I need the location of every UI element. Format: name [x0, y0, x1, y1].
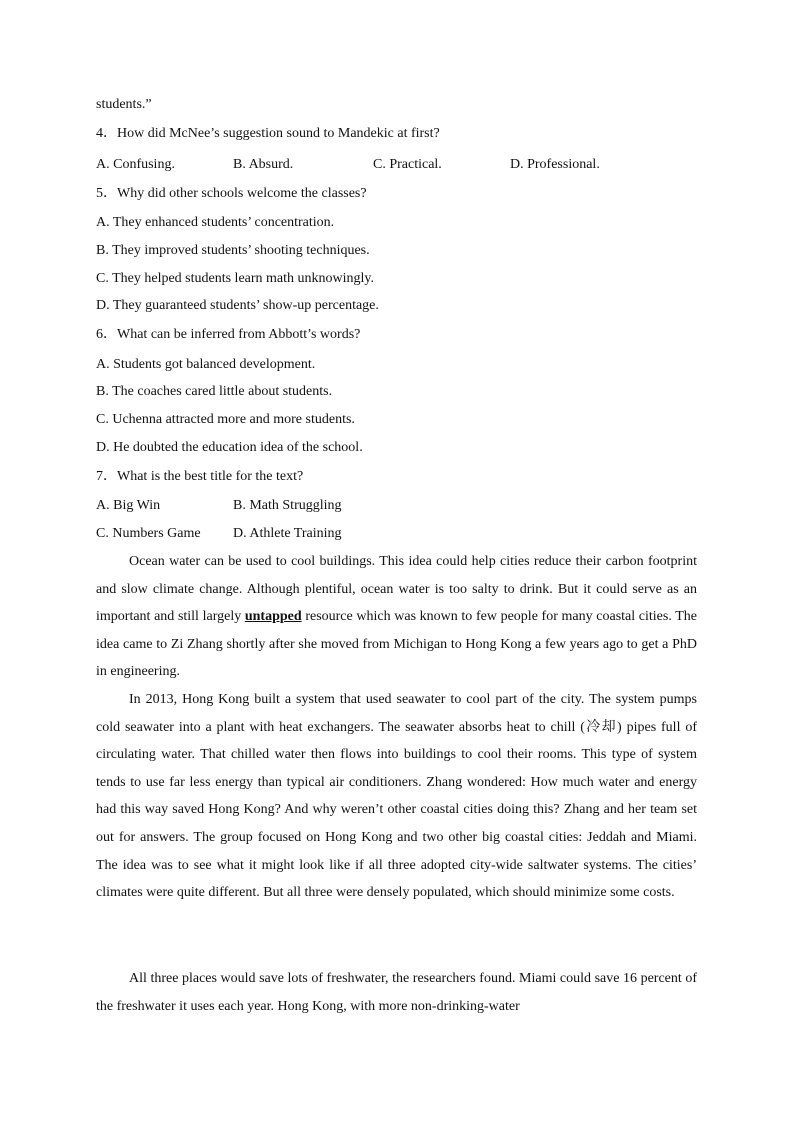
option-b: B. The coaches cared little about students. [96, 384, 333, 399]
option-a: A. Big Win [96, 498, 161, 513]
option-a: A. They enhanced students’ concentration. [96, 215, 335, 230]
paragraph-text: Ocean water can be used to cool buildings. This idea could help cities reduce their carbon footprint and slow climate change. Although plentiful, ocean water is too salty to drink. But it could serve as an important and still largely [96, 554, 697, 625]
option-a: A. Confusing. [96, 157, 175, 172]
option-d: D. Athlete Training [233, 526, 342, 541]
passage-paragraph-1 [96, 548, 697, 686]
highlighted-word: untapped [244, 609, 302, 625]
option-c: C. Practical. [373, 157, 442, 172]
question-5-stem: 5．Why did other schools welcome the classes? [96, 186, 367, 201]
option-d: D. They guaranteed students’ show-up percentage. [96, 298, 379, 313]
option-b: B. Math Struggling [233, 498, 342, 513]
question-4-stem: 4．How did McNee’s suggestion sound to Mandekic at first? [96, 126, 440, 141]
paragraph-text: resource which was known to few people for many coastal cities. The idea came to Zi Zhang shortly after she moved from Michigan to Hong Kong a few years ago to get a PhD in engineering. [96, 609, 697, 680]
question-7-stem: 7．What is the best title for the text? [96, 469, 304, 484]
carry-over-text: students.” [96, 97, 152, 112]
passage-paragraph-3: All three places would save lots of freshwater, the researchers found. Miami could save 16 percent of the freshwater it uses each year. Hong Kong, with more non-drinking-water [96, 971, 697, 1014]
option-c: C. They helped students learn math unknowingly. [96, 271, 375, 286]
option-c: C. Numbers Game [96, 526, 201, 541]
passage-paragraph-2: In 2013, Hong Kong built a system that used seawater to cool part of the city. The system pumps cold seawater into a plant with heat exchangers. The seawater absorbs heat to chill (冷却) pipes full of circulating water. That chilled water then flows into buildings to cool their rooms. This type of system tends to use far less energy than typical air conditioners. Zhang wondered: How much water and energy had this way saved Hong Kong? And why weren’t other coastal cities doing this? Zhang and her team set out for answers. The group focused on Hong Kong and two other big coastal cities: Jeddah and Miami. The idea was to see what it might look like if all three adopted city-wide saltwater systems. The cities’ climates were quite different. But all three were densely populated, which should minimize some costs. [96, 692, 697, 901]
option-d: D. He doubted the education idea of the school. [96, 440, 363, 455]
option-b: B. They improved students’ shooting techniques. [96, 243, 370, 258]
option-d: D. Professional. [510, 157, 600, 172]
option-c: C. Uchenna attracted more and more students. [96, 412, 355, 427]
question-6-stem: 6．What can be inferred from Abbott’s words? [96, 327, 361, 342]
option-a: A. Students got balanced development. [96, 357, 316, 372]
option-b: B. Absurd. [233, 157, 294, 172]
